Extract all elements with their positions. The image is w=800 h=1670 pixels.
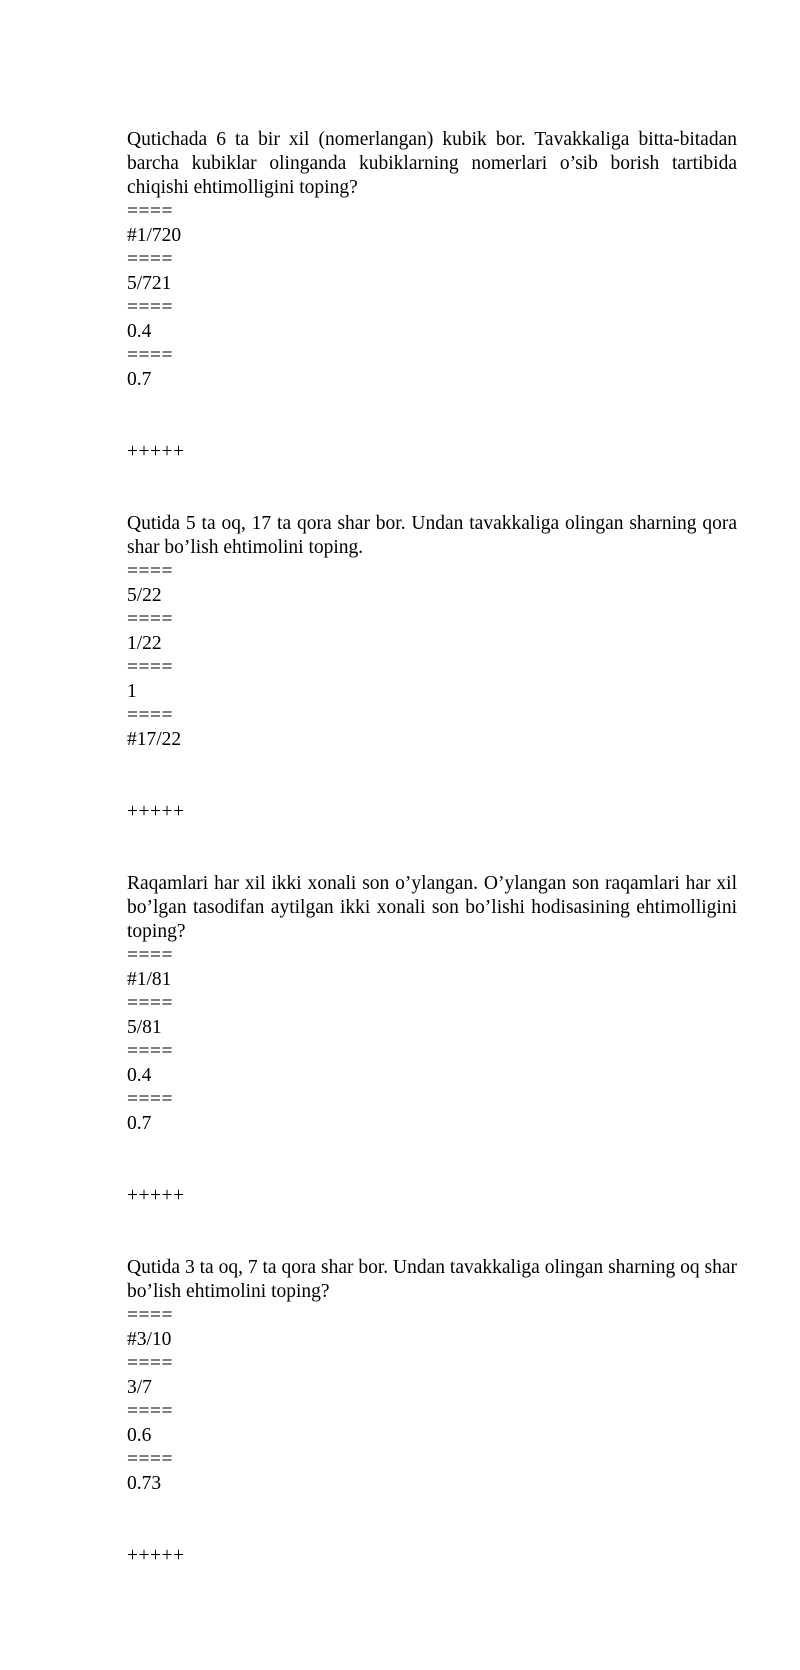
option-separator: ==== xyxy=(127,945,173,966)
option-separator: ==== xyxy=(127,609,173,630)
block-spacer xyxy=(127,1208,737,1256)
option-answer: #1/720 xyxy=(127,225,182,246)
document-page xyxy=(127,128,737,1568)
option-answer: 0.7 xyxy=(127,1113,152,1134)
option-separator: ==== xyxy=(127,705,173,726)
option-answer: 0.4 xyxy=(127,321,152,342)
option-separator: ==== xyxy=(127,1089,173,1110)
option-answer: 1/22 xyxy=(127,633,162,654)
option-answer: #17/22 xyxy=(127,729,182,750)
question-end-marker: +++++ xyxy=(127,1185,185,1206)
option-separator: ==== xyxy=(127,1041,173,1062)
option-answer: 5/22 xyxy=(127,585,162,606)
option-separator: ==== xyxy=(127,1305,173,1326)
option-separator: ==== xyxy=(127,297,173,318)
block-spacer xyxy=(127,464,737,512)
option-answer: #3/10 xyxy=(127,1329,172,1350)
option-separator: ==== xyxy=(127,561,173,582)
option-separator: ==== xyxy=(127,1449,173,1470)
option-answer: 5/721 xyxy=(127,273,172,294)
option-answer: #1/81 xyxy=(127,969,172,990)
block-spacer xyxy=(127,824,737,872)
option-answer: 5/81 xyxy=(127,1017,162,1038)
option-answer: 3/7 xyxy=(127,1377,152,1398)
option-answer: 0.73 xyxy=(127,1473,162,1494)
option-separator: ==== xyxy=(127,345,173,366)
question-text: Qutida 3 ta oq, 7 ta qora shar bor. Undan tavakkaliga olingan sharning oq shar bo’lish ehtimolini toping? xyxy=(127,1257,737,1302)
question-end-marker: +++++ xyxy=(127,801,185,822)
question-text: Qutida 5 ta oq, 17 ta qora shar bor. Undan tavakkaliga olingan sharning qora shar bo’lish ehtimolini toping. xyxy=(127,513,737,558)
option-separator: ==== xyxy=(127,1353,173,1374)
question-text: Raqamlari har xil ikki xonali son o’ylangan. O’ylangan son raqamlari har xil bo’lgan tasodifan aytilgan ikki xonali son bo’lishi hodisasining ehtimolligini toping? xyxy=(127,873,737,942)
question-text: Qutichada 6 ta bir xil (nomerlangan) kubik bor. Tavakkaliga bitta-bitadan barcha kubiklar olinganda kubiklarning nomerlari o’sib borish tartibida chiqishi ehtimolligini toping? xyxy=(127,129,737,198)
option-separator: ==== xyxy=(127,657,173,678)
option-separator: ==== xyxy=(127,249,173,270)
question-block-4 xyxy=(127,1256,737,1568)
option-answer: 0.4 xyxy=(127,1065,152,1086)
question-block-2 xyxy=(127,512,737,824)
option-separator: ==== xyxy=(127,201,173,222)
question-block-3 xyxy=(127,872,737,1208)
question-block-1 xyxy=(127,128,737,464)
option-answer: 0.7 xyxy=(127,369,152,390)
option-answer: 1 xyxy=(127,681,137,702)
question-end-marker: +++++ xyxy=(127,1545,185,1566)
question-end-marker: +++++ xyxy=(127,441,185,462)
option-answer: 0.6 xyxy=(127,1425,152,1446)
option-separator: ==== xyxy=(127,1401,173,1422)
option-separator: ==== xyxy=(127,993,173,1014)
